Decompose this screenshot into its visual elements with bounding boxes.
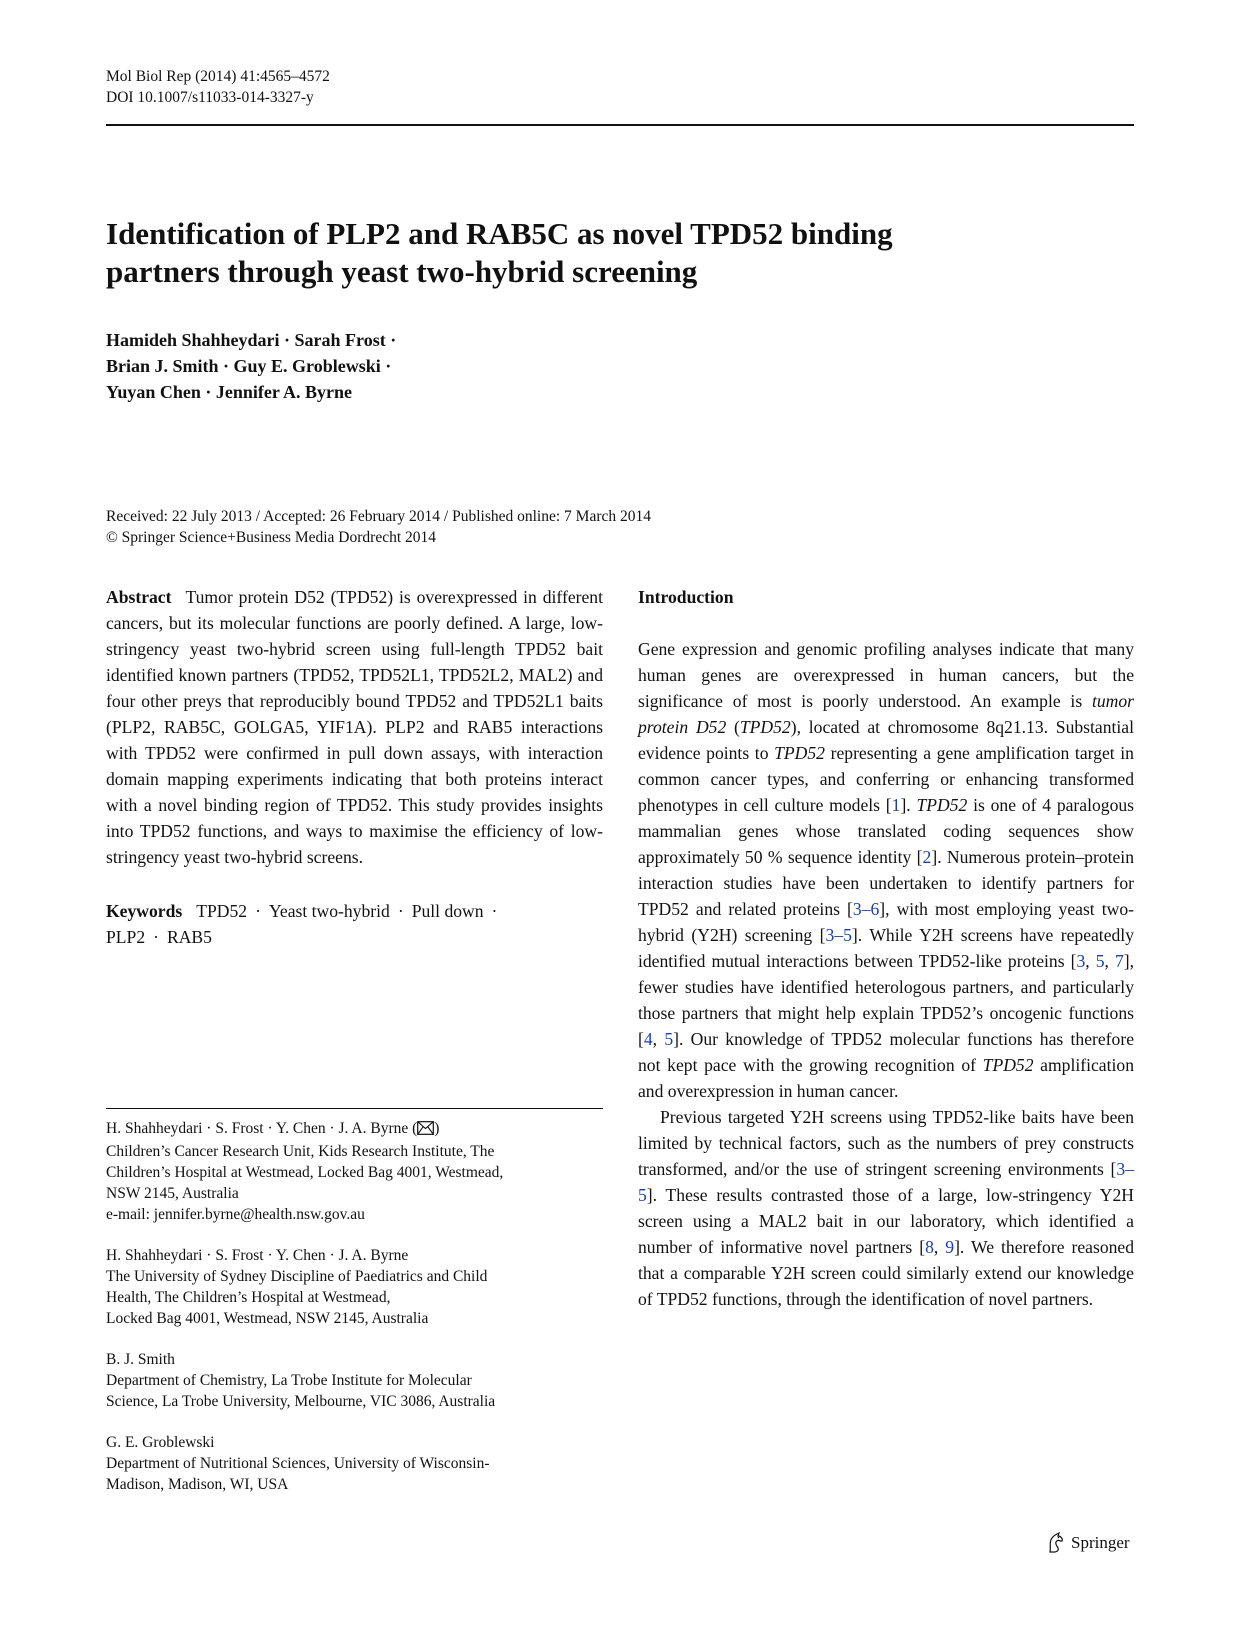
text-run: ]. Numerous protein–protein interaction studies have been undertaken to identify partners for TPD52 and related proteins [ — [638, 847, 1134, 919]
text-run: , — [1085, 951, 1096, 971]
author-list — [106, 327, 396, 405]
affiliation-line: Department of Nutritional Sciences, University of Wisconsin- — [106, 1455, 490, 1472]
keywords-heading: Keywords — [106, 901, 183, 921]
publisher-name: Springer — [1071, 1533, 1130, 1552]
title-line-2: partners through yeast two-hybrid screening — [106, 254, 698, 289]
affiliation-names: G. E. Groblewski — [106, 1434, 215, 1451]
affiliation-names-text: H. Shahheydari · S. Frost · Y. Chen · J. A. Byrne ( — [106, 1120, 418, 1137]
authors-line-2: Brian J. Smith · Guy E. Groblewski · — [106, 356, 392, 376]
text-run: ]. While Y2H screens have repeatedly identified mutual interactions between TPD52-like proteins [ — [638, 925, 1134, 971]
citation-link[interactable]: 9 — [945, 1237, 955, 1257]
publisher-footer — [1046, 1532, 1130, 1554]
envelope-icon — [417, 1120, 434, 1141]
publication-dates — [106, 506, 651, 548]
text-run: representing a gene amplification target in common cancer types, and conferring or enhancing transformed phenotypes in cell culture models [ — [638, 743, 1134, 815]
paper-title — [106, 215, 1106, 291]
citation-link[interactable]: 5 — [664, 1029, 674, 1049]
abstract-text: Tumor protein D52 (TPD52) is overexpressed in different cancers, but its molecular functions are poorly defined. A large, low-stringency yeast two-hybrid screen using full-length TPD52 bait identified known partners (TPD52, TPD52L1, TPD52L2, MAL2) and four other preys that reproducibly bound TPD52 and TPD52L1 baits (PLP2, RAB5C, GOLGA5, YIF1A). PLP2 and RAB5 interactions with TPD52 were confirmed in pull down assays, with interaction domain mapping experiments indicating that both proteins interact with a novel binding region of TPD52. This study provides insights into TPD52 functions, and ways to maximise the efficiency of low-stringency yeast two-hybrid screens. — [106, 587, 603, 867]
text-run: is one of 4 paralogous mammalian genes whose translated coding sequences show approximately 50 % sequence identity [ — [638, 795, 1135, 867]
text-run: ), located at chromosome 8q21.13. Substantial evidence points to — [638, 717, 1134, 763]
introduction-heading: Introduction — [638, 587, 734, 607]
citation-link[interactable]: 3 — [1076, 951, 1086, 971]
gene-name: TPD52 — [916, 795, 968, 815]
keyword-item: TPD52 — [196, 901, 248, 921]
right-column — [638, 584, 1134, 1312]
affiliation-block — [106, 1432, 606, 1495]
affiliation-line: Health, The Children’s Hospital at Westmead, — [106, 1289, 391, 1306]
text-run: ], fewer studies have identified heterologous partners, and particularly those partners that might help explain TPD52’s oncogenic functions [ — [638, 951, 1134, 1049]
affiliation-names-end: ) — [434, 1120, 440, 1137]
keyword-separator: · — [153, 927, 159, 947]
citation-link[interactable]: 4 — [643, 1029, 653, 1049]
authors-line-3: Yuyan Chen · Jennifer A. Byrne — [106, 382, 353, 402]
text-run: amplification and overexpression in human cancer. — [638, 1055, 1134, 1101]
affiliation-names: B. J. Smith — [106, 1351, 175, 1368]
affiliation-line: Department of Chemistry, La Trobe Institute for Molecular — [106, 1372, 472, 1389]
text-run: , — [652, 1029, 665, 1049]
gene-name: TPD52 — [982, 1055, 1034, 1075]
citation-link[interactable]: 3–6 — [852, 899, 880, 919]
citation-link[interactable]: 2 — [922, 847, 932, 867]
gene-name: TPD52 — [739, 717, 791, 737]
keyword-separator: · — [397, 901, 404, 921]
doi-line: DOI 10.1007/s11033-014-3327-y — [106, 89, 314, 106]
affiliation-names: H. Shahheydari · S. Frost · Y. Chen · J. A. Byrne — [106, 1247, 409, 1264]
text-run: ( — [726, 717, 740, 737]
corresponding-email[interactable]: e-mail: jennifer.byrne@health.nsw.gov.au — [106, 1206, 365, 1223]
citation-link[interactable]: 7 — [1114, 951, 1124, 971]
citation-link[interactable]: 5 — [1095, 951, 1105, 971]
authors-line-1: Hamideh Shahheydari · Sarah Frost · — [106, 330, 397, 350]
abstract — [106, 584, 603, 870]
title-line-1: Identification of PLP2 and RAB5C as novel TPD52 binding — [106, 216, 893, 251]
citation-link[interactable]: 3–5 — [638, 1159, 1134, 1205]
gene-name: TPD52 — [774, 743, 825, 763]
affiliation-block — [106, 1118, 606, 1225]
copyright-line: © Springer Science+Business Media Dordrecht 2014 — [106, 529, 437, 546]
affiliation-line: The University of Sydney Discipline of Paediatrics and Child — [106, 1268, 488, 1285]
text-run: , — [933, 1237, 946, 1257]
affiliations — [106, 1118, 606, 1515]
citation-link[interactable]: 8 — [925, 1237, 934, 1257]
text-run: ]. — [900, 795, 917, 815]
affiliation-block — [106, 1245, 606, 1329]
citation-link[interactable]: 1 — [891, 795, 901, 815]
left-column — [106, 584, 603, 950]
text-run: , — [1104, 951, 1115, 971]
affiliation-line: Locked Bag 4001, Westmead, NSW 2145, Australia — [106, 1310, 429, 1327]
gene-name: tumor protein D52 — [638, 691, 1134, 737]
keyword-item: RAB5 — [166, 927, 212, 947]
text-run: ]. We therefore reasoned that a comparable Y2H screen could similarly extend our knowledge of TPD52 functions, through the identification of novel partners. — [638, 1237, 1135, 1309]
journal-header — [106, 66, 330, 108]
abstract-heading: Abstract — [106, 587, 172, 607]
text-run: Previous targeted Y2H screens using TPD52-like baits have been limited by technical factors, such as the numbers of prey constructs transformed, and/or the use of stringent screening environments [ — [638, 1107, 1134, 1179]
affiliation-rule — [106, 1108, 603, 1109]
affiliation-line: Children’s Hospital at Westmead, Locked Bag 4001, Westmead, — [106, 1164, 504, 1181]
keyword-item: Pull down — [411, 901, 484, 921]
header-rule — [106, 124, 1134, 126]
keyword-item: PLP2 — [106, 927, 146, 947]
keywords — [106, 898, 603, 950]
keyword-item: Yeast two-hybrid — [268, 901, 390, 921]
text-run: ], with most employing yeast two-hybrid (Y2H) screening [ — [638, 899, 1134, 945]
introduction-paragraph-1 — [638, 636, 1134, 1104]
keyword-separator: · — [255, 901, 261, 921]
text-run: Gene expression and genomic profiling analyses indicate that many human genes are overexpressed in human cancers, but the significance of most is poorly understood. An example is — [638, 639, 1134, 711]
introduction-paragraph-2 — [638, 1104, 1134, 1312]
received-accepted-line: Received: 22 July 2013 / Accepted: 26 February 2014 / Published online: 7 March 2014 — [106, 508, 651, 525]
affiliation-line: Science, La Trobe University, Melbourne, VIC 3086, Australia — [106, 1393, 496, 1410]
journal-citation: Mol Biol Rep (2014) 41:4565–4572 — [106, 68, 330, 85]
affiliation-line: Children’s Cancer Research Unit, Kids Research Institute, The — [106, 1143, 495, 1160]
affiliation-names — [106, 1118, 606, 1141]
springer-horse-icon — [1046, 1532, 1066, 1554]
affiliation-block — [106, 1349, 606, 1412]
text-run: ]. These results contrasted those of a large, low-stringency Y2H screen using a MAL2 bait in our laboratory, which identified a number of informative novel partners [ — [638, 1185, 1134, 1257]
affiliation-line: Madison, Madison, WI, USA — [106, 1476, 289, 1493]
citation-link[interactable]: 3–5 — [825, 925, 852, 945]
keyword-separator: · — [491, 901, 498, 921]
text-run: ]. Our knowledge of TPD52 molecular functions has therefore not kept pace with the growing recognition of — [638, 1029, 1134, 1075]
affiliation-line: NSW 2145, Australia — [106, 1185, 239, 1202]
